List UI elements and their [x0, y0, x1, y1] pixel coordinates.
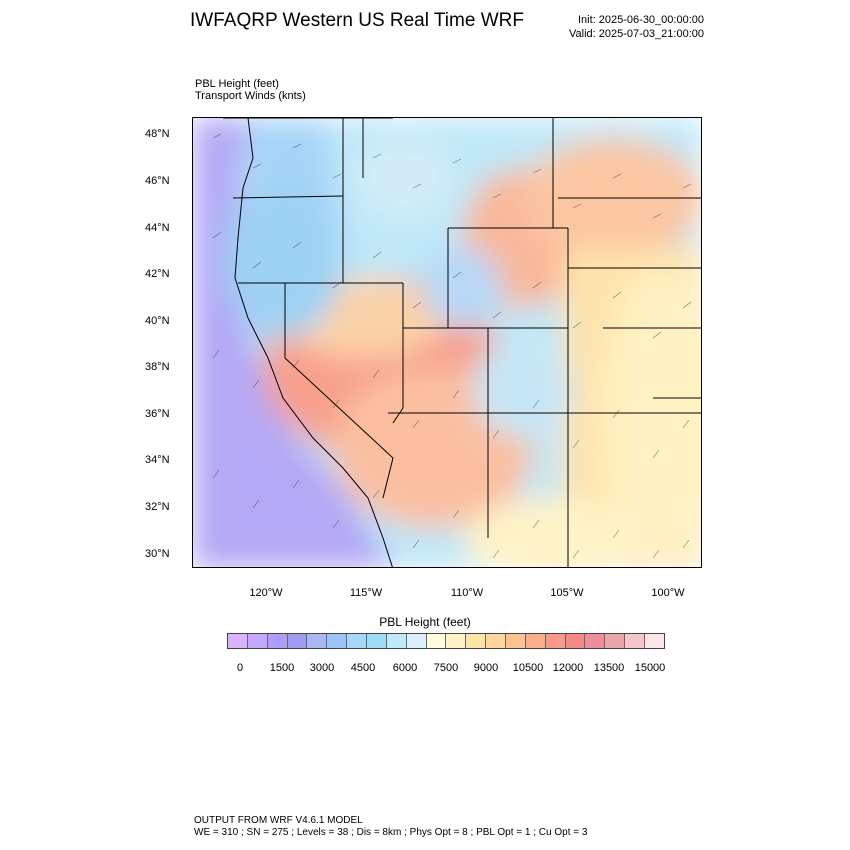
lat-label: 38°N: [145, 361, 170, 373]
colorbar-swatch: [625, 634, 645, 648]
colorbar-swatch: [466, 634, 486, 648]
colorbar-swatch: [526, 634, 546, 648]
lon-label: 100°W: [651, 587, 685, 599]
colorbar-label: 9000: [473, 662, 499, 674]
colorbar-label: 0: [236, 662, 244, 674]
colorbar-label: 12000: [552, 662, 584, 674]
colorbar-title: PBL Height (feet): [379, 615, 471, 629]
colorbar-swatch: [367, 634, 387, 648]
valid-time: Valid: 2025-07-03_21:00:00: [569, 28, 704, 40]
colorbar-swatch: [347, 634, 367, 648]
colorbar-label: 7500: [433, 662, 459, 674]
colorbar-swatch: [288, 634, 308, 648]
colorbar-swatch: [268, 634, 288, 648]
init-time: Init: 2025-06-30_00:00:00: [578, 14, 704, 26]
lat-label: 32°N: [145, 501, 170, 513]
variable-pbl-label: PBL Height (feet): [195, 78, 279, 90]
colorbar-label: 3000: [309, 662, 335, 674]
model-footer: [194, 815, 587, 839]
colorbar-swatch: [605, 634, 625, 648]
lat-label: 44°N: [145, 222, 170, 234]
footer-model-line: OUTPUT FROM WRF V4.6.1 MODEL: [194, 815, 363, 826]
colorbar-label: 6000: [392, 662, 418, 674]
colorbar-swatch: [645, 634, 664, 648]
colorbar-label: 10500: [512, 662, 544, 674]
colorbar-swatch: [506, 634, 526, 648]
lat-label: 42°N: [145, 268, 170, 280]
colorbar-swatch: [546, 634, 566, 648]
colorbar-swatch: [585, 634, 605, 648]
map-panel: [192, 117, 702, 568]
lat-label: 36°N: [145, 408, 170, 420]
lat-label: 40°N: [145, 315, 170, 327]
colorbar-swatch: [387, 634, 407, 648]
lat-label: 46°N: [145, 175, 170, 187]
colorbar-swatch: [248, 634, 268, 648]
colorbar-swatch: [427, 634, 447, 648]
colorbar: [227, 633, 665, 649]
lat-label: 30°N: [145, 548, 170, 560]
colorbar-label: 1500: [269, 662, 295, 674]
colorbar-swatch: [228, 634, 248, 648]
variable-labels: [195, 78, 306, 102]
lon-label: 105°W: [550, 587, 584, 599]
colorbar-label: 15000: [634, 662, 666, 674]
colorbar-swatch: [486, 634, 506, 648]
colorbar-swatch: [566, 634, 586, 648]
lon-label: 120°W: [249, 587, 283, 599]
colorbar-label: 13500: [593, 662, 625, 674]
lat-label: 48°N: [145, 128, 170, 140]
variable-wind-label: Transport Winds (knts): [195, 90, 306, 102]
footer-config-line: WE = 310 ; SN = 275 ; Levels = 38 ; Dis = 8km ; Phys Opt = 8 ; PBL Opt = 1 ; Cu Opt = 3: [194, 827, 588, 838]
lon-label: 115°W: [349, 587, 383, 599]
colorbar-swatch: [327, 634, 347, 648]
lat-label: 34°N: [145, 454, 170, 466]
colorbar-label: 4500: [350, 662, 376, 674]
map-field: [193, 118, 702, 568]
colorbar-swatch: [446, 634, 466, 648]
chart-title: IWFAQRP Western US Real Time WRF: [190, 10, 524, 31]
colorbar-swatch: [307, 634, 327, 648]
colorbar-swatch: [407, 634, 427, 648]
time-info: [569, 13, 704, 41]
lon-label: 110°W: [450, 587, 484, 599]
